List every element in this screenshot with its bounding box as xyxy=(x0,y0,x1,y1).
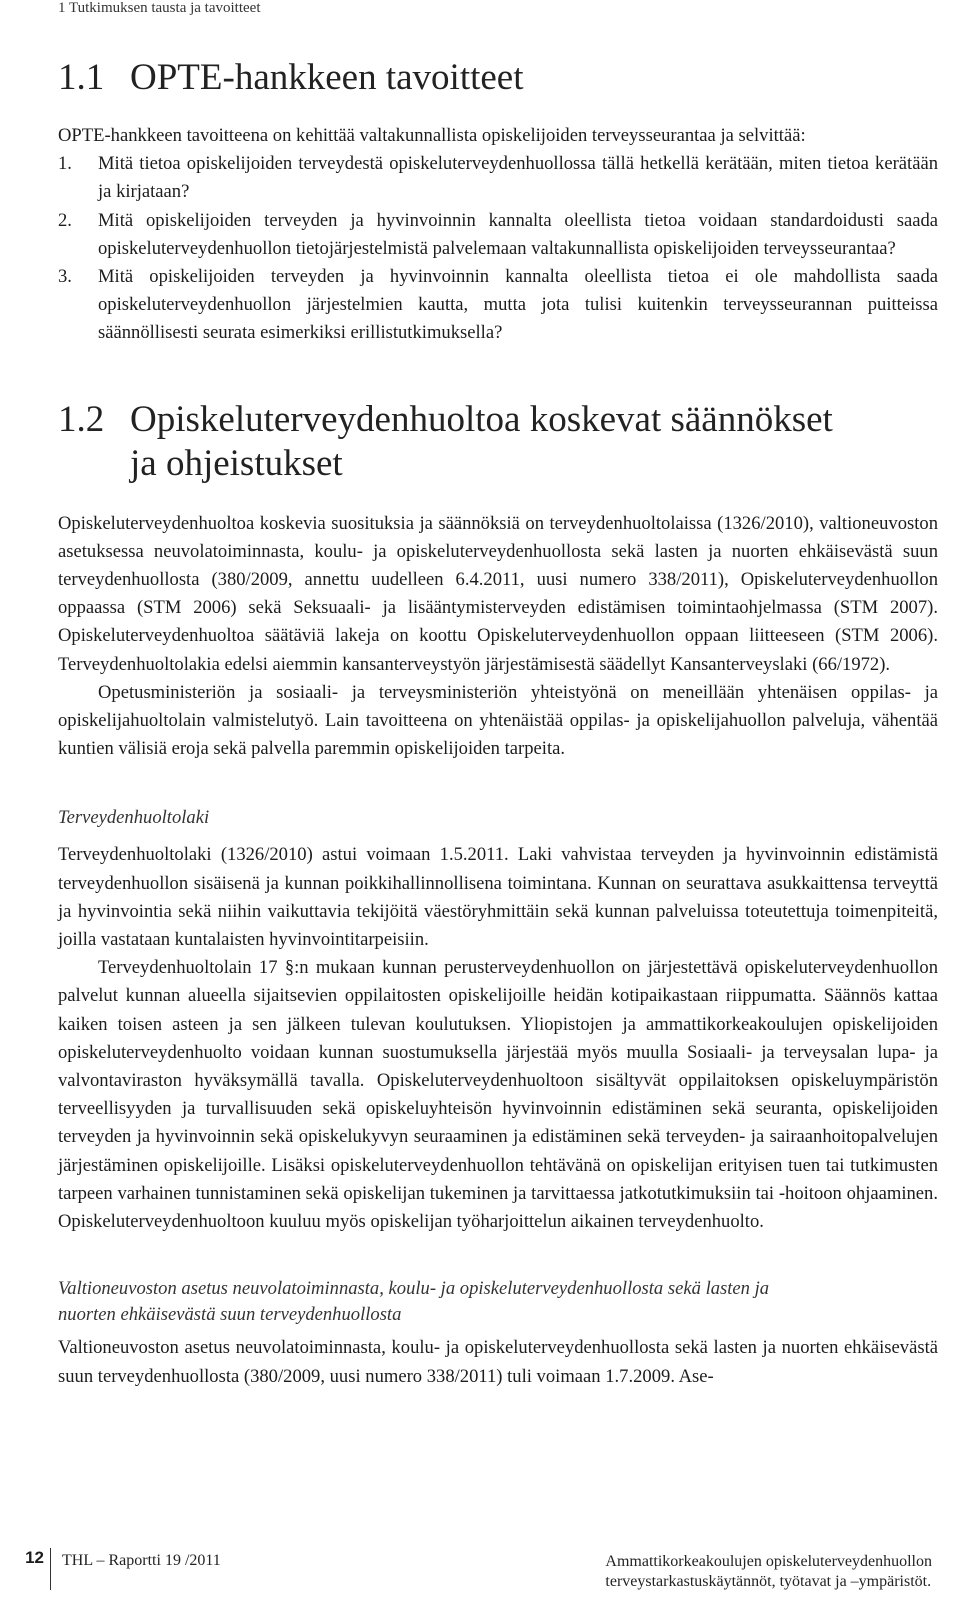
list-item-number: 1. xyxy=(58,153,72,175)
list-item-text: Mitä opiskelijoiden terveyden ja hyvinvoinnin kannalta oleellista tietoa ei ole mahdollista saada opiskeluterveydenhuollon järjestelmien kautta, mutta jota tulisi kuitenkin terveysseurannan puitteissa säännöllisesti seurata esimerkiksi erillistutkimuksella? xyxy=(98,266,938,344)
footer-report: THL – Raportti 19 /2011 xyxy=(62,1552,221,1569)
list-item-text: Mitä opiskelijoiden terveyden ja hyvinvoinnin kannalta oleellista tietoa voidaan standardoidusti saada opiskeluterveydenhuollon tietojärjestelmistä palvelemaan valtakunnallista opiskelijoiden terveysseurantaa? xyxy=(98,209,938,259)
list-item-number: 3. xyxy=(58,266,72,288)
section-title-line: Opiskeluterveydenhuoltoa koskevat säännökset xyxy=(130,398,833,440)
footer-title-line: terveystarkastuskäytännöt, työtavat ja –ympäristöt. xyxy=(605,1573,932,1590)
section-title: OPTE-hankkeen tavoitteet xyxy=(130,57,524,98)
paragraph: Opiskeluterveydenhuoltoa koskevia suosituksia ja säännöksiä on terveydenhuoltolaissa (1326/2010), valtioneuvoston asetuksessa neuvolatoiminnasta, koulu- ja opiskeluterveydenhuollosta sekä lasten ja nuorten ehkäisevästä suun terveydenhuollosta (380/2009, annettu uudelleen 6.4.2011, uusi numero 338/2011), Opiskeluterveydenhuollon oppaassa (STM 2006) sekä Seksuaali- ja lisääntymisterveyden edistämisen toimintaohjelmassa (STM 2007). Opiskeluterveydenhuoltoa säätäviä lakeja on koottu Opiskeluterveydenhuollon oppaan liitteeseen (STM 2006). Terveydenhuoltolakia edelsi aiemmin kansanterveystyön järjestämisestä säädellyt Kansanterveyslaki (66/1972). xyxy=(58,512,938,675)
page-content xyxy=(58,56,938,1391)
section-number: 1.1 xyxy=(58,57,105,98)
page-number: 12 xyxy=(25,1548,44,1567)
paragraph: Valtioneuvoston asetus neuvolatoiminnasta, koulu- ja opiskeluterveydenhuollosta sekä lasten ja nuorten ehkäisevästä suun terveydenhuollosta (380/2009, uusi numero 338/2011) tuli voimaan 1.7.2009. Ase- xyxy=(58,1337,938,1387)
running-head: 1 Tutkimuksen tausta ja tavoitteet xyxy=(58,0,261,16)
section-title-line: ja ohjeistukset xyxy=(130,442,343,484)
subsection-heading xyxy=(58,1276,938,1328)
section-title xyxy=(130,398,938,486)
subsection-heading-line: nuorten ehkäisevästä suun terveydenhuollosta xyxy=(58,1304,402,1326)
section-number: 1.2 xyxy=(58,398,105,440)
list-item-text: Mitä tietoa opiskelijoiden terveydestä opiskeluterveydenhuollossa tällä hetkellä kerätään, miten tietoa kerätään ja kirjataan? xyxy=(98,153,938,203)
list-item-number: 2. xyxy=(58,209,72,231)
subsection-heading: Terveydenhuoltolaki xyxy=(58,807,210,829)
goals-intro: OPTE-hankkeen tavoitteena on kehittää valtakunnallista opiskelijoiden terveysseurantaa ja selvittää: xyxy=(58,125,806,146)
page-footer xyxy=(0,1548,960,1603)
section-heading-1-2 xyxy=(58,398,938,486)
footer-divider xyxy=(50,1548,51,1590)
footer-title xyxy=(605,1552,932,1592)
paragraph: Opetusministeriön ja sosiaali- ja terveysministeriön yhteistyönä on meneillään yhtenäisen oppilas- ja opiskelijahuoltolain valmistelutyö. Lain tavoitteena on yhtenäistää oppilas- ja opiskelijahuollon palveluja, vähentää kuntien välisiä eroja sekä palvella paremmin opiskelijoiden tarpeita. xyxy=(58,681,938,760)
section-heading-1-1 xyxy=(58,56,938,100)
list-item xyxy=(58,207,938,263)
paragraph: Terveydenhuoltolain 17 §:n mukaan kunnan perusterveydenhuollon on järjestettävä opiskeluterveydenhuollon palvelut kunnan alueella sijaitsevien oppilaitosten opiskelijoille heidän kotipaikastaan riippumatta. Säännös kattaa kaiken toisen asteen ja sen jälkeen tulevan koulutuksen. Yliopistojen ja ammattikorkeakoulujen opiskelijoiden opiskeluterveydenhuolto voidaan kunnan suostumuksella järjestää myös muulla Sosiaali- ja terveysalan lupa- ja valvontaviraston hyväksymällä tavalla. Opiskeluterveydenhuoltoon sisältyvät oppilaitoksen opiskeluympäristön terveellisyyden ja turvallisuuden sekä opiskeluyhteisön hyvinvoinnin edistäminen sekä seuranta, opiskelijoiden terveyden ja hyvinvoinnin sekä opiskelukyvyn seuraaminen ja edistäminen sekä terveyden- ja sairaanhoitopalvelujen järjestäminen opiskelijoille. Lisäksi opiskeluterveydenhuollon tehtävänä on opiskelijan erityisen tuen tai tutkimusten tarpeen varhainen tunnistaminen sekä opiskelijan tukeminen ja tarvittaessa jatkotutkimuksiin tai -hoitoon ohjaaminen. Opiskeluterveydenhuoltoon kuuluu myös opiskelijan työharjoittelun aikainen terveydenhuolto. xyxy=(58,957,938,1233)
list-item xyxy=(58,150,938,206)
footer-title-line: Ammattikorkeakoulujen opiskeluterveydenhuollon xyxy=(605,1553,932,1570)
list-item xyxy=(58,263,938,348)
goals-list xyxy=(58,150,938,347)
subsection-heading-line: Valtioneuvoston asetus neuvolatoiminnasta, koulu- ja opiskeluterveydenhuollosta sekä lasten ja xyxy=(58,1278,770,1300)
paragraph: Terveydenhuoltolaki (1326/2010) astui voimaan 1.5.2011. Laki vahvistaa terveyden ja hyvinvoinnin edistämistä terveydenhuollon sisäisenä ja kunnan poikkihallinnollisena toimintana. Kunnan on seurattava asukkaittensa terveyttä ja hyvinvointia sekä niihin vaikuttavia tekijöitä väestöryhmittäin sekä kunnan palveluissa toteutettuja toimenpiteitä, joilla vastataan kuntalaisten hyvinvointitarpeisiin. xyxy=(58,844,938,951)
